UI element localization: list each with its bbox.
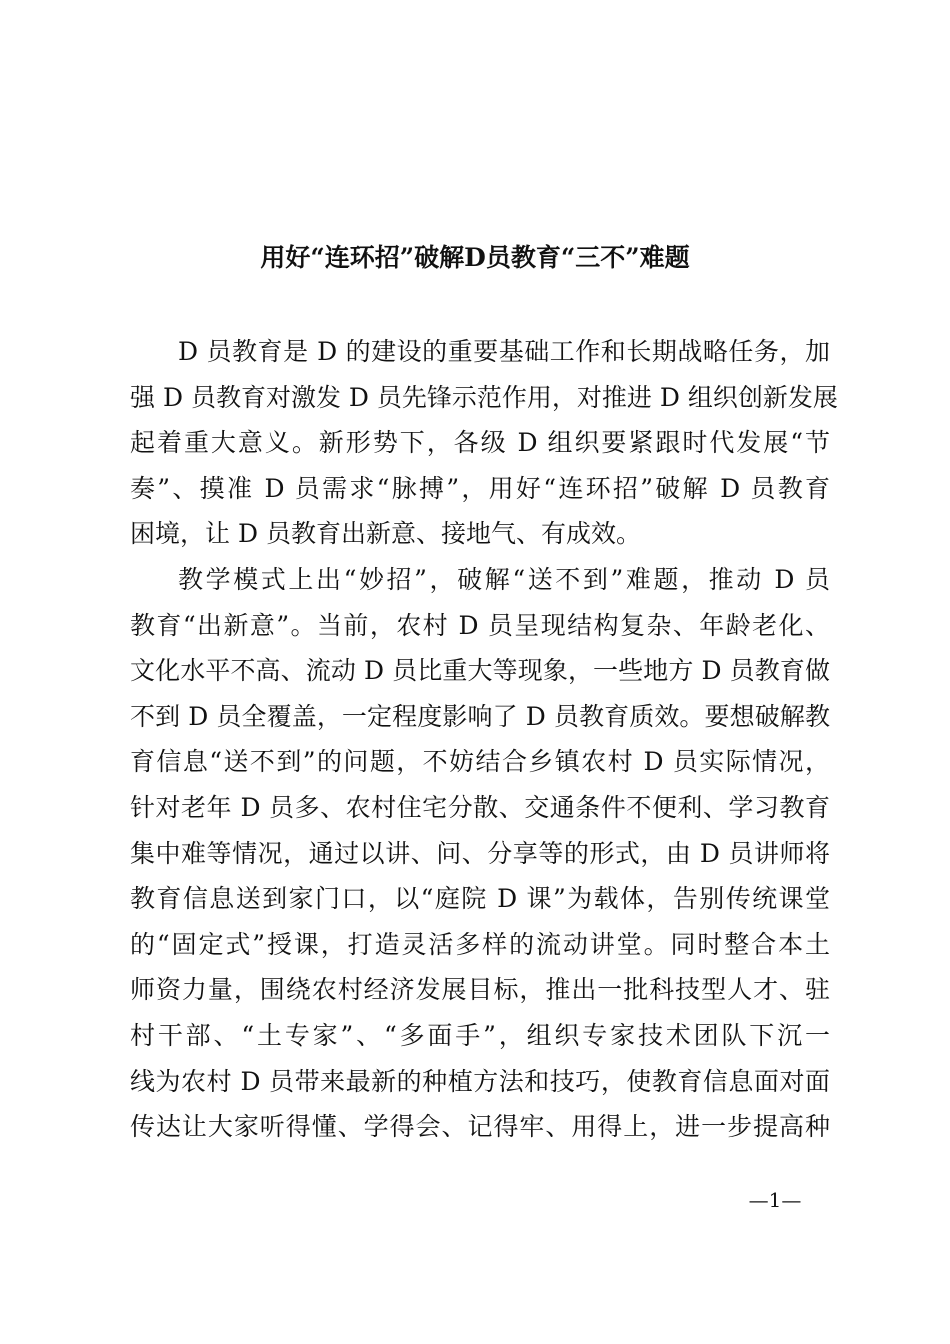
document-body — [130, 329, 838, 1150]
text-line: D 员教育是 D 的建设的重要基础工作和长期战略任务，加 — [178, 337, 830, 366]
text-line: 不到 D 员全覆盖，一定程度影响了 D 员教育质效。要想破解教 — [130, 701, 830, 731]
paragraph-1 — [130, 329, 838, 557]
text-line: 的“固定式”授课，打造灵活多样的流动讲堂。同时整合本土 — [130, 929, 830, 959]
text-line: 困境，让 D 员教育出新意、接地气、有成效。 — [130, 519, 641, 549]
text-line: 强 D 员教育对激发 D 员先锋示范作用，对推进 D 组织创新发展 — [130, 382, 838, 412]
text-line: 师资力量，围绕农村经济发展目标，推出一批科技型人才、驻 — [130, 975, 830, 1005]
text-line: 针对老年 D 员多、农村住宅分散、交通条件不便利、学习教育 — [130, 792, 830, 822]
text-line: 线为农村 D 员带来最新的种植方法和技巧，使教育信息面对面 — [130, 1066, 830, 1096]
text-line: 文化水平不高、流动 D 员比重大等现象，一些地方 D 员教育做 — [130, 656, 830, 686]
paragraph-2 — [130, 557, 830, 1150]
text-line: 育信息“送不到”的问题，不妨结合乡镇农村 D 员实际情况， — [130, 747, 830, 777]
text-line: 教育信息送到家门口，以“庭院 D 课”为载体，告别传统课堂 — [130, 884, 830, 914]
text-line: 奏”、摸准 D 员需求“脉搏”，用好“连环招”破解 D 员教育 — [130, 473, 830, 503]
text-line: 集中难等情况，通过以讲、问、分享等的形式，由 D 员讲师将 — [130, 838, 830, 868]
document-title: 用好“连环招”破解D员教育“三不”难题 — [260, 243, 690, 272]
text-line: 村干部、“土专家”、“多面手”，组织专家技术团队下沉一 — [130, 1020, 830, 1050]
text-line: 传达让大家听得懂、学得会、记得牢、用得上，进一步提高种 — [130, 1112, 830, 1142]
text-line: 教育“出新意”。当前，农村 D 员呈现结构复杂、年龄老化、 — [130, 610, 830, 640]
text-line: 起着重大意义。新形势下，各级 D 组织要紧跟时代发展“节 — [130, 428, 830, 458]
page-number: —1— — [748, 1188, 802, 1212]
text-line: 教学模式上出“妙招”，破解“送不到”难题，推动 D 员 — [178, 564, 830, 594]
